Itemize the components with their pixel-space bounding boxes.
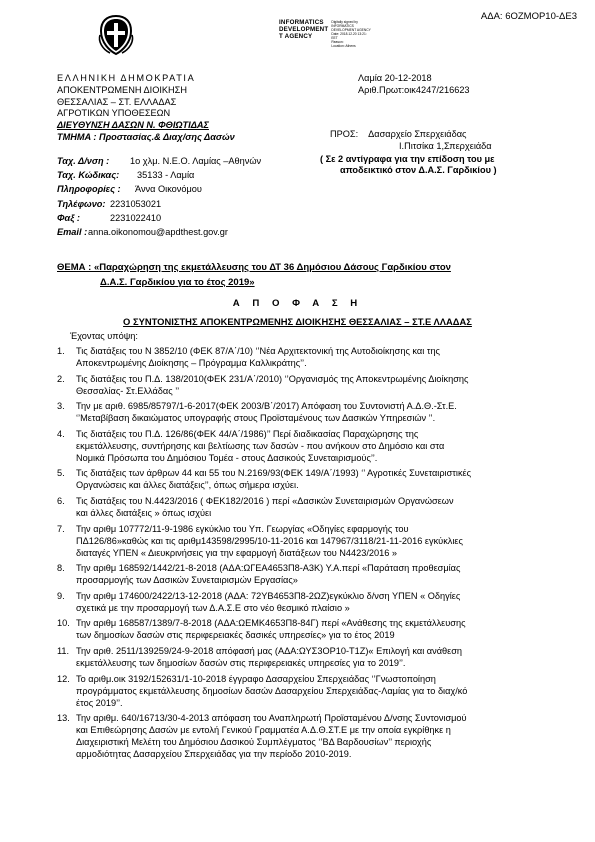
decision-title: Α Π Ο Φ Α Σ Η [232, 298, 363, 309]
protocol-number: Αριθ.Πρωτ:οικ4247/216623 [358, 84, 470, 95]
item-text-line: Τις διατάξεις του Ν 3852/10 (ΦΕΚ 87/Α΄/10) ‘’Νέα Αρχιτεκτονική της Αυτοδιοίκησης και της [76, 346, 440, 356]
address-value: 1ο χλμ. Ν.Ε.Ο. Λαμίας –Αθηνών [130, 156, 262, 166]
department-line: ΤΜΗΜΑ : Προστασίας.& Διαχ/σης Δασών [57, 131, 235, 142]
contact-block [57, 156, 261, 241]
item-number: 10. [57, 618, 70, 629]
item-text-line: ‘’Μεταβίβαση δικαιώματος υπογραφής στους Προϊσταμένους των Δασικών Υπηρεσιών ’’. [76, 413, 436, 424]
item-text-line: έτος 2019’’. [76, 697, 123, 708]
item-text-line: ΠΔ126/86»καθώς και τις αριθμ143598/2995/10-11-2016 και 147967/3118/21-11-2016 εγκύκλιες [76, 535, 463, 546]
item-text-line: Τις διατάξεις του Π.Δ. 138/2010(ΦΕΚ 231/Α΄/2010) ‘’Οργανισμός της Αποκεντρωμένης Διοίκησης [76, 373, 469, 384]
item-text-line: προσαρμογής των Δασικών Συνεταιρισμών Εργασίας» [76, 575, 298, 586]
item-text-line: Την αριθμ 168592/1442/21-8-2018 (ΑΔΑ:ΩΓΕΑ4653Π8-Α3Κ) Υ.Α.περί «Παράταση προθεσμίας [76, 563, 461, 574]
copies-note-line-1: ( Σε 2 αντίγραφα για την επίδοση του με [320, 153, 495, 164]
administration-line: ΑΠΟΚΕΝΤΡΩΜΕΝΗ ΔΙΟΙΚΗΣΗ [57, 84, 187, 95]
having-considered: Έχοντας υπόψη: [70, 331, 138, 341]
item-text-line: εκμετάλλευσης, συντήρησης και βελτίωσης των δασών - που ανήκουν στο Δημόσιο και στα [76, 440, 445, 451]
logo-small-line: INFORMATICS [331, 24, 354, 28]
email-value: anna.oikonomou@apdthest.gov.gr [88, 226, 228, 237]
consideration-item [57, 467, 557, 491]
general-directorate-line: ΑΓΡΟΤΙΚΩΝ ΥΠΟΘΕΣΕΩΝ [57, 108, 171, 119]
item-text-line: εκμετάλλευσης των δημοσίων δασών στις περιφερειακές υπηρεσίες για το 2019’’. [76, 657, 406, 668]
logo-small-line: EET [331, 36, 338, 40]
consideration-item [57, 373, 557, 397]
logo-line-2: DEVELOPMENT [279, 26, 329, 33]
email-label: Email : [57, 226, 88, 237]
item-text-line: Νομικά Πρόσωπα του Δημόσιου Τομέα - στους Δασικούς Συνεταιρισμούς’’. [76, 452, 378, 463]
place-date: Λαμία 20-12-2018 [358, 73, 432, 83]
item-text-line: Τις διατάξεις του Π.Δ. 126/86(ΦΕΚ 44/Α΄/1986)’’ Περί διαδικασίας Παραχώρησης της [76, 428, 419, 439]
item-number: 6. [57, 495, 65, 506]
item-number: 3. [57, 401, 65, 412]
consideration-item [57, 523, 557, 559]
item-text-line: Οργανώσεις και άλλες διατάξεις’’, όπως σήμερα ισχύει. [76, 480, 299, 491]
address-label: Ταχ. Δ/νση : [57, 156, 110, 166]
consideration-item [57, 562, 557, 586]
item-text-line: Τις διατάξεις των άρθρων 44 και 55 του Ν.2169/93(ΦΕΚ 149/Α΄/1993) ‘’ Αγροτικές Συνεταιριστικές [76, 468, 472, 479]
consideration-item [57, 495, 557, 519]
consideration-item [57, 345, 557, 369]
greek-emblem-icon [96, 13, 136, 57]
item-number: 12. [57, 673, 70, 684]
item-text-line: Την αριθμ. 640/16713/30-4-2013 απόφαση του Αναπληρωτή Προϊσταμένου Δ/νσης Συντονισμού [76, 713, 467, 724]
item-number: 8. [57, 563, 65, 574]
postcode-value: 35133 - Λαμία [137, 170, 195, 181]
item-text-line: των δημοσίων δασών στις περιφερειακές δασικές υπηρεσίες» για το έτος 2019 [76, 630, 395, 641]
ada-code: ΑΔΑ: 6ΟΖΜΟΡ10-ΔΕ3 [480, 11, 577, 22]
subject-line-1: ΘΕΜΑ : «Παραχώρηση της εκμετάλλευσης του ΔΤ 36 Δημόσιου Δάσους Γαρδικίου στον [57, 262, 451, 273]
date-protocol-block [358, 73, 470, 97]
item-text-line: και Επιθεώρησης Δασών με εντολή Γενικού Γραμματέα Α.Δ.Θ.ΣΤ.Ε με την οποία εγκρίθηκε η [76, 725, 451, 736]
item-text-line: Αποκεντρωμένης Διοίκησης – Πρόγραμμα Καλλικράτης’’. [76, 358, 307, 368]
logo-line-3: T AGENCY [279, 33, 313, 40]
item-text-line: και άλλες διατάξεις » όπως ισχύει [76, 507, 212, 518]
item-text-line: Την αριθμ 174600/2422/13-12-2018 (ΑΔΑ: 72ΥΒ4653Π8-2ΩΖ)εγκύκλιο δ/νση ΥΠΕΝ « Οδηγίες [76, 590, 461, 601]
item-text-line: Διαχειριστική Μελέτη του Δημόσιου Δασικού Συμπλέγματος ‘’ΒΔ Βαρδουσίων’’ περιοχής [76, 737, 432, 748]
consideration-item [57, 590, 557, 614]
consideration-item [57, 400, 557, 424]
item-number: 11. [57, 645, 70, 656]
info-label: Πληροφορίες : [57, 184, 121, 195]
region-line: ΘΕΣΣΑΛΙΑΣ – ΣΤ. ΕΛΛΑΔΑΣ [57, 96, 177, 107]
recipient-label: ΠΡΟΣ: [330, 129, 359, 139]
consideration-item [57, 428, 557, 464]
logo-small-line: Reason: [331, 40, 344, 44]
item-number: 2. [57, 373, 65, 384]
signature-stamp [279, 19, 371, 48]
item-text-line: προγράμματος εκμετάλλευσης δημοσίων δασών Δασαρχείου Σπερχειάδας-Λαμίας για το διαχ/κό [76, 685, 468, 696]
consideration-item [57, 617, 557, 641]
logo-small-line: DEVELOPMENT AGENCY [331, 28, 371, 32]
item-text-line: Την με αριθ. 6985/85797/1-6-2017(ΦΕΚ 2003/Β΄/2017) Απόφαση του Συντονιστή Α.Δ.Θ.-Στ.Ε. [76, 401, 457, 412]
item-number: 7. [57, 523, 65, 534]
recipient-block [320, 129, 497, 177]
logo-small-line: Date: 2018.12.20 13:21: [331, 32, 367, 36]
postcode-label: Ταχ. Κώδικας: [57, 170, 120, 181]
country-line: ΕΛΛΗΝΙΚΗ ΔΗΜΟΚΡΑΤΙΑ [57, 73, 196, 83]
item-number: 1. [57, 346, 65, 356]
logo-small-line: Digitally signed by [331, 20, 358, 24]
item-text-line: Τις διατάξεις του Ν.4423/2016 ( ΦΕΚ182/2016 ) περί «Δασικών Συνεταιρισμών Οργανώσεων [76, 495, 454, 506]
consideration-item [57, 673, 557, 709]
item-text-line: Την αριθμ 168587/1389/7-8-2018 (ΑΔΑ:ΩΕΜΚ4653Π8-84Γ) περί «Ανάθεσης της εκμετάλλευσης [76, 618, 466, 629]
item-number: 4. [57, 428, 65, 439]
item-text-line: Θεσσαλίας- Στ.Ελλάδας ’’ [76, 385, 180, 396]
info-value: Άννα Οικονόμου [135, 184, 202, 195]
fax-label: Φαξ : [57, 212, 80, 223]
item-number: 13. [57, 713, 70, 724]
copies-note-line-2: αποδεικτικό στον Δ.Α.Σ. Γαρδικίου ) [340, 165, 497, 176]
coordinator-heading: Ο ΣΥΝΤΟΝΙΣΤΗΣ ΑΠΟΚΕΝΤΡΩΜΕΝΗΣ ΔΙΟΙΚΗΣΗΣ ΘΕΣΣΑΛΙΑΣ – ΣΤ.Ε ΛΛΑΔΑΣ [123, 316, 472, 327]
issuer-header [57, 73, 235, 144]
fax-value: 2231022410 [110, 212, 162, 223]
recipient-name: Δασαρχείο Σπερχειάδας [368, 129, 467, 139]
item-text-line: αρμοδιότητας Δασαρχείου Σπερχειάδας για την περίοδο 2010-2019. [76, 749, 352, 760]
item-text-line: Την αριθμ 107772/11-9-1986 εγκύκλιο του Υπ. Γεωργίας «Οδηγίες εφαρμογής του [76, 523, 409, 534]
recipient-address: Ι.Πιτσίκα 1,Σπερχειάδα [399, 140, 492, 151]
subject-block [57, 260, 451, 290]
phone-label: Τηλέφωνο: [57, 198, 106, 209]
consideration-item [57, 712, 557, 760]
item-number: 5. [57, 468, 65, 479]
considerations-list [57, 345, 557, 764]
item-text-line: διαταγές ΥΠΕΝ « Διευκρινήσεις για την εφαρμογή διατάξεων του Ν4423/2016 » [76, 547, 398, 558]
consideration-item [57, 645, 557, 669]
subject-line-2: Δ.Α.Σ. Γαρδικίου για το έτος 2019» [100, 277, 255, 288]
item-number: 9. [57, 590, 65, 601]
phone-value: 2231053021 [110, 198, 162, 209]
item-text-line: Το αριθμ.οικ 3192/152631/1-10-2018 έγγραφο Δασαρχείου Σπερχειάδας ‘’Γνωστοποίηση [76, 673, 436, 684]
logo-small-line: Location: Athens [331, 44, 356, 48]
directorate-line: ΔΙΕΥΘΥΝΣΗ ΔΑΣΩΝ Ν. ΦΘΙΩΤΙΔΑΣ [57, 120, 209, 131]
item-text-line: Την αριθ. 2511/139259/24-9-2018 απόφασή μας (ΑΔΑ:ΩΥΣ3ΟΡ10-Τ1Ζ)« Επιλογή και ανάθεση [76, 645, 462, 656]
logo-line-1: INFORMATICS [279, 19, 324, 26]
item-text-line: σχετικά με την προσαρμογή των Δ.Α.Σ.Ε στο νέο θεσμικό πλαίσιο » [76, 602, 350, 613]
